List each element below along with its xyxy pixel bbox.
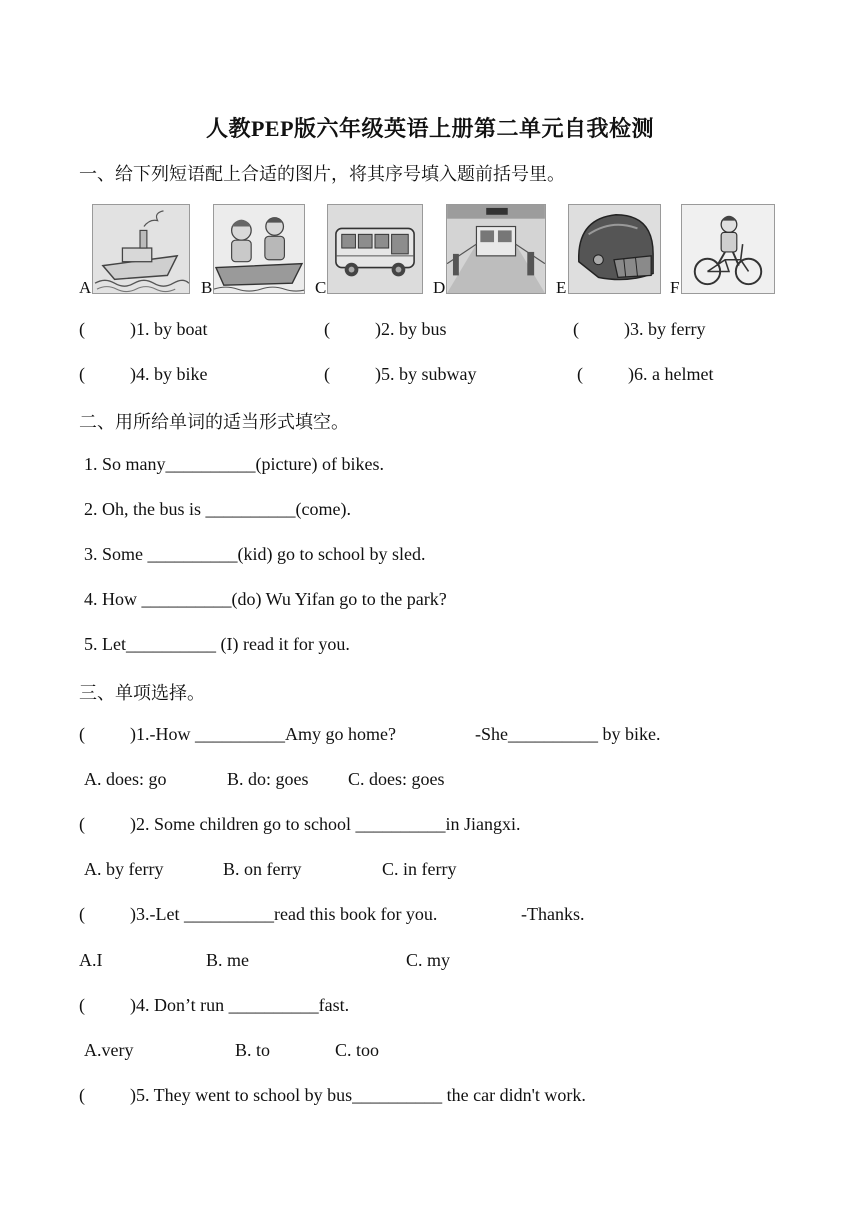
- choice-3-option-b: B. me: [206, 950, 249, 970]
- choice-4-option-a: A.very: [84, 1040, 134, 1060]
- match-item-3: ( )3. by ferry: [573, 319, 706, 339]
- choice-question-3: ( )3.-Let __________read this book for you.: [79, 904, 438, 924]
- fill-item-1: 1. So many__________(picture) of bikes.: [84, 454, 384, 474]
- picture-c-bus: [327, 204, 423, 294]
- picture-f-bike: [681, 204, 775, 294]
- picture-e-helmet: [568, 204, 661, 294]
- match-item-2: ( )2. by bus: [324, 319, 447, 339]
- match-item-5: ( )5. by subway: [324, 364, 477, 384]
- choice-1-option-a: A. does: go: [84, 769, 167, 789]
- choice-1-option-b: B. do: goes: [227, 769, 309, 789]
- fill-item-5: 5. Let__________ (I) read it for you.: [84, 634, 350, 654]
- choice-3-option-a: A.I: [79, 950, 103, 970]
- match-item-6: ( )6. a helmet: [577, 364, 714, 384]
- ferry-icon: [214, 205, 304, 293]
- boat-icon: [93, 205, 189, 293]
- fill-item-2: 2. Oh, the bus is __________(come).: [84, 499, 351, 519]
- choice-question-3-reply: -Thanks.: [521, 904, 585, 924]
- picture-letter-c: C: [315, 278, 327, 297]
- section3-heading: 三、单项选择。: [79, 683, 205, 703]
- choice-question-2: ( )2. Some children go to school __________in Jiangxi.: [79, 814, 521, 834]
- subway-icon: [447, 205, 545, 293]
- bus-icon: [328, 205, 422, 293]
- fill-item-4: 4. How __________(do) Wu Yifan go to the park?: [84, 589, 447, 609]
- choice-question-1-reply: -She__________ by bike.: [475, 724, 661, 744]
- picture-letter-d: D: [433, 278, 446, 297]
- choice-4-option-c: C. too: [335, 1040, 380, 1060]
- choice-4-option-b: B. to: [235, 1040, 271, 1060]
- picture-letter-e: E: [556, 278, 567, 297]
- picture-letter-b: B: [201, 278, 213, 297]
- choice-2-option-c: C. in ferry: [382, 859, 457, 879]
- choice-question-4: ( )4. Don’t run __________fast.: [79, 995, 350, 1015]
- picture-d-subway: [446, 204, 546, 294]
- picture-letter-f: F: [670, 278, 680, 297]
- picture-b-ferry: [213, 204, 305, 294]
- match-item-4: ( )4. by bike: [79, 364, 208, 384]
- choice-2-option-b: B. on ferry: [223, 859, 302, 879]
- page-title: 人教PEP版六年级英语上册第二单元自我检测: [205, 116, 655, 141]
- fill-item-3: 3. Some __________(kid) go to school by sled.: [84, 544, 426, 564]
- choice-question-5: ( )5. They went to school by bus__________ the car didn't work.: [79, 1085, 586, 1105]
- helmet-icon: [569, 205, 660, 293]
- choice-2-option-a: A. by ferry: [84, 859, 164, 879]
- choice-1-option-c: C. does: goes: [348, 769, 445, 789]
- match-item-1: ( )1. by boat: [79, 319, 208, 339]
- picture-a-boat: [92, 204, 190, 294]
- choice-question-1: ( )1.-How __________Amy go home?: [79, 724, 396, 744]
- section2-heading: 二、用所给单词的适当形式填空。: [79, 412, 349, 432]
- choice-3-option-c: C. my: [406, 950, 451, 970]
- bike-icon: [682, 205, 774, 293]
- section1-heading: 一、给下列短语配上合适的图片，将其序号填入题前括号里。: [79, 164, 565, 184]
- picture-letter-a: A: [79, 278, 92, 297]
